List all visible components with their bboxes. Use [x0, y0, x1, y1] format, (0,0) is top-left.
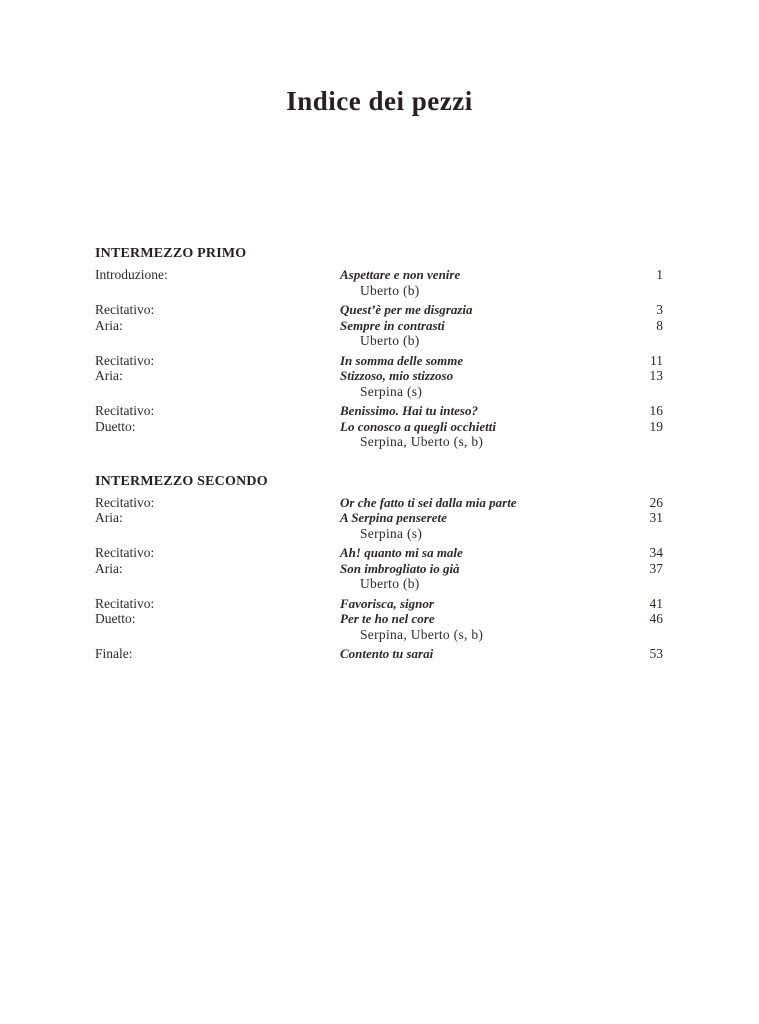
section-groups: [95, 495, 663, 662]
toc-section: [95, 246, 663, 450]
toc-entry-label: Finale:: [95, 646, 133, 661]
toc-entry-page: 1: [656, 267, 663, 282]
toc-group: [95, 596, 663, 643]
toc-entry-page: 34: [649, 545, 663, 560]
toc-entry-title: In somma delle somme: [340, 352, 464, 368]
table-of-contents: [95, 246, 663, 666]
toc-entry-page: 46: [649, 611, 663, 626]
toc-entry-title: Ah! quanto mi sa male: [340, 545, 463, 560]
toc-row: [95, 419, 663, 435]
toc-row: [95, 353, 663, 369]
toc-entry-label: Recitativo:: [95, 352, 155, 368]
toc-entry-label: Introduzione:: [95, 267, 168, 282]
group-rows: [95, 353, 663, 384]
toc-entry-page: 26: [649, 494, 663, 510]
toc-section: [95, 474, 663, 662]
toc-entry-title: Favorisca, signor: [340, 595, 434, 611]
toc-entry-page: 41: [649, 595, 663, 611]
toc-entry-title: Contento tu sarai: [340, 646, 434, 661]
toc-group: [95, 646, 663, 662]
toc-group: [95, 302, 663, 349]
toc-group: [95, 545, 663, 592]
toc-entry-page: 13: [649, 368, 663, 383]
toc-row: [95, 403, 663, 419]
page-title: Indice dei pezzi: [286, 86, 473, 116]
group-rows: [95, 596, 663, 627]
toc-entry-title: Stizzoso, mio stizzoso: [340, 368, 454, 383]
toc-entry-page: 3: [656, 302, 663, 317]
toc-entry-label: Recitativo:: [95, 403, 155, 418]
toc-entry-title: Lo conosco a quegli occhietti: [340, 418, 496, 434]
toc-performers: Serpina, Uberto (s, b): [360, 434, 484, 449]
toc-entry-page: 11: [650, 352, 663, 368]
toc-entry-title: Aspettare e non venire: [340, 267, 461, 282]
toc-entry-title: Son imbrogliato io già: [340, 560, 460, 576]
toc-performers: Serpina, Uberto (s, b): [360, 626, 484, 642]
toc-group: [95, 495, 663, 542]
toc-row: [95, 495, 663, 511]
toc-row: [95, 611, 663, 627]
toc-entry-label: Recitativo:: [95, 302, 155, 317]
toc-performers: Serpina (s): [360, 383, 423, 399]
toc-row: [95, 267, 663, 283]
toc-row: [95, 545, 663, 561]
toc-entry-title: Benissimo. Hai tu inteso?: [340, 403, 478, 418]
toc-entry-page: 31: [649, 510, 663, 525]
toc-entry-page: 16: [649, 403, 663, 418]
toc-performers: Uberto (b): [360, 333, 420, 348]
toc-group: [95, 353, 663, 400]
toc-entry-title: Sempre in contrasti: [340, 317, 445, 333]
toc-row: [95, 302, 663, 318]
toc-performers: Uberto (b): [360, 576, 420, 591]
toc-entry-label: Aria:: [95, 510, 123, 525]
group-rows: [95, 267, 663, 283]
toc-entry-label: Recitativo:: [95, 595, 155, 611]
toc-entry-title: Per te ho nel core: [340, 611, 435, 626]
toc-row: [95, 596, 663, 612]
toc-row: [95, 318, 663, 334]
toc-row: [95, 561, 663, 577]
group-rows: [95, 495, 663, 526]
toc-row: [95, 368, 663, 384]
group-rows: [95, 302, 663, 333]
toc-entry-page: 53: [649, 646, 663, 661]
toc-entry-label: Aria:: [95, 368, 123, 383]
group-rows: [95, 545, 663, 576]
section-heading: INTERMEZZO PRIMO: [95, 246, 247, 261]
toc-entry-page: 19: [649, 418, 663, 434]
toc-entry-label: Recitativo:: [95, 545, 155, 560]
group-rows: [95, 646, 663, 662]
toc-performers: Uberto (b): [360, 282, 420, 298]
toc-row: [95, 646, 663, 662]
toc-entry-page: 8: [656, 317, 663, 333]
group-rows: [95, 403, 663, 434]
toc-row: [95, 510, 663, 526]
toc-group: [95, 267, 663, 298]
toc-entry-label: Aria:: [95, 560, 123, 576]
toc-entry-title: Quest’è per me disgrazia: [340, 302, 473, 317]
section-heading: INTERMEZZO SECONDO: [95, 473, 268, 489]
section-groups: [95, 267, 663, 450]
toc-entry-page: 37: [649, 560, 663, 576]
toc-entry-label: Recitativo:: [95, 494, 155, 510]
toc-entry-label: Duetto:: [95, 611, 136, 626]
toc-entry-title: Or che fatto ti sei dalla mia parte: [340, 494, 517, 510]
toc-entry-label: Aria:: [95, 317, 123, 333]
toc-entry-title: A Serpina penserete: [340, 510, 447, 525]
toc-group: [95, 403, 663, 450]
toc-entry-label: Duetto:: [95, 418, 136, 434]
toc-performers: Serpina (s): [360, 525, 423, 541]
